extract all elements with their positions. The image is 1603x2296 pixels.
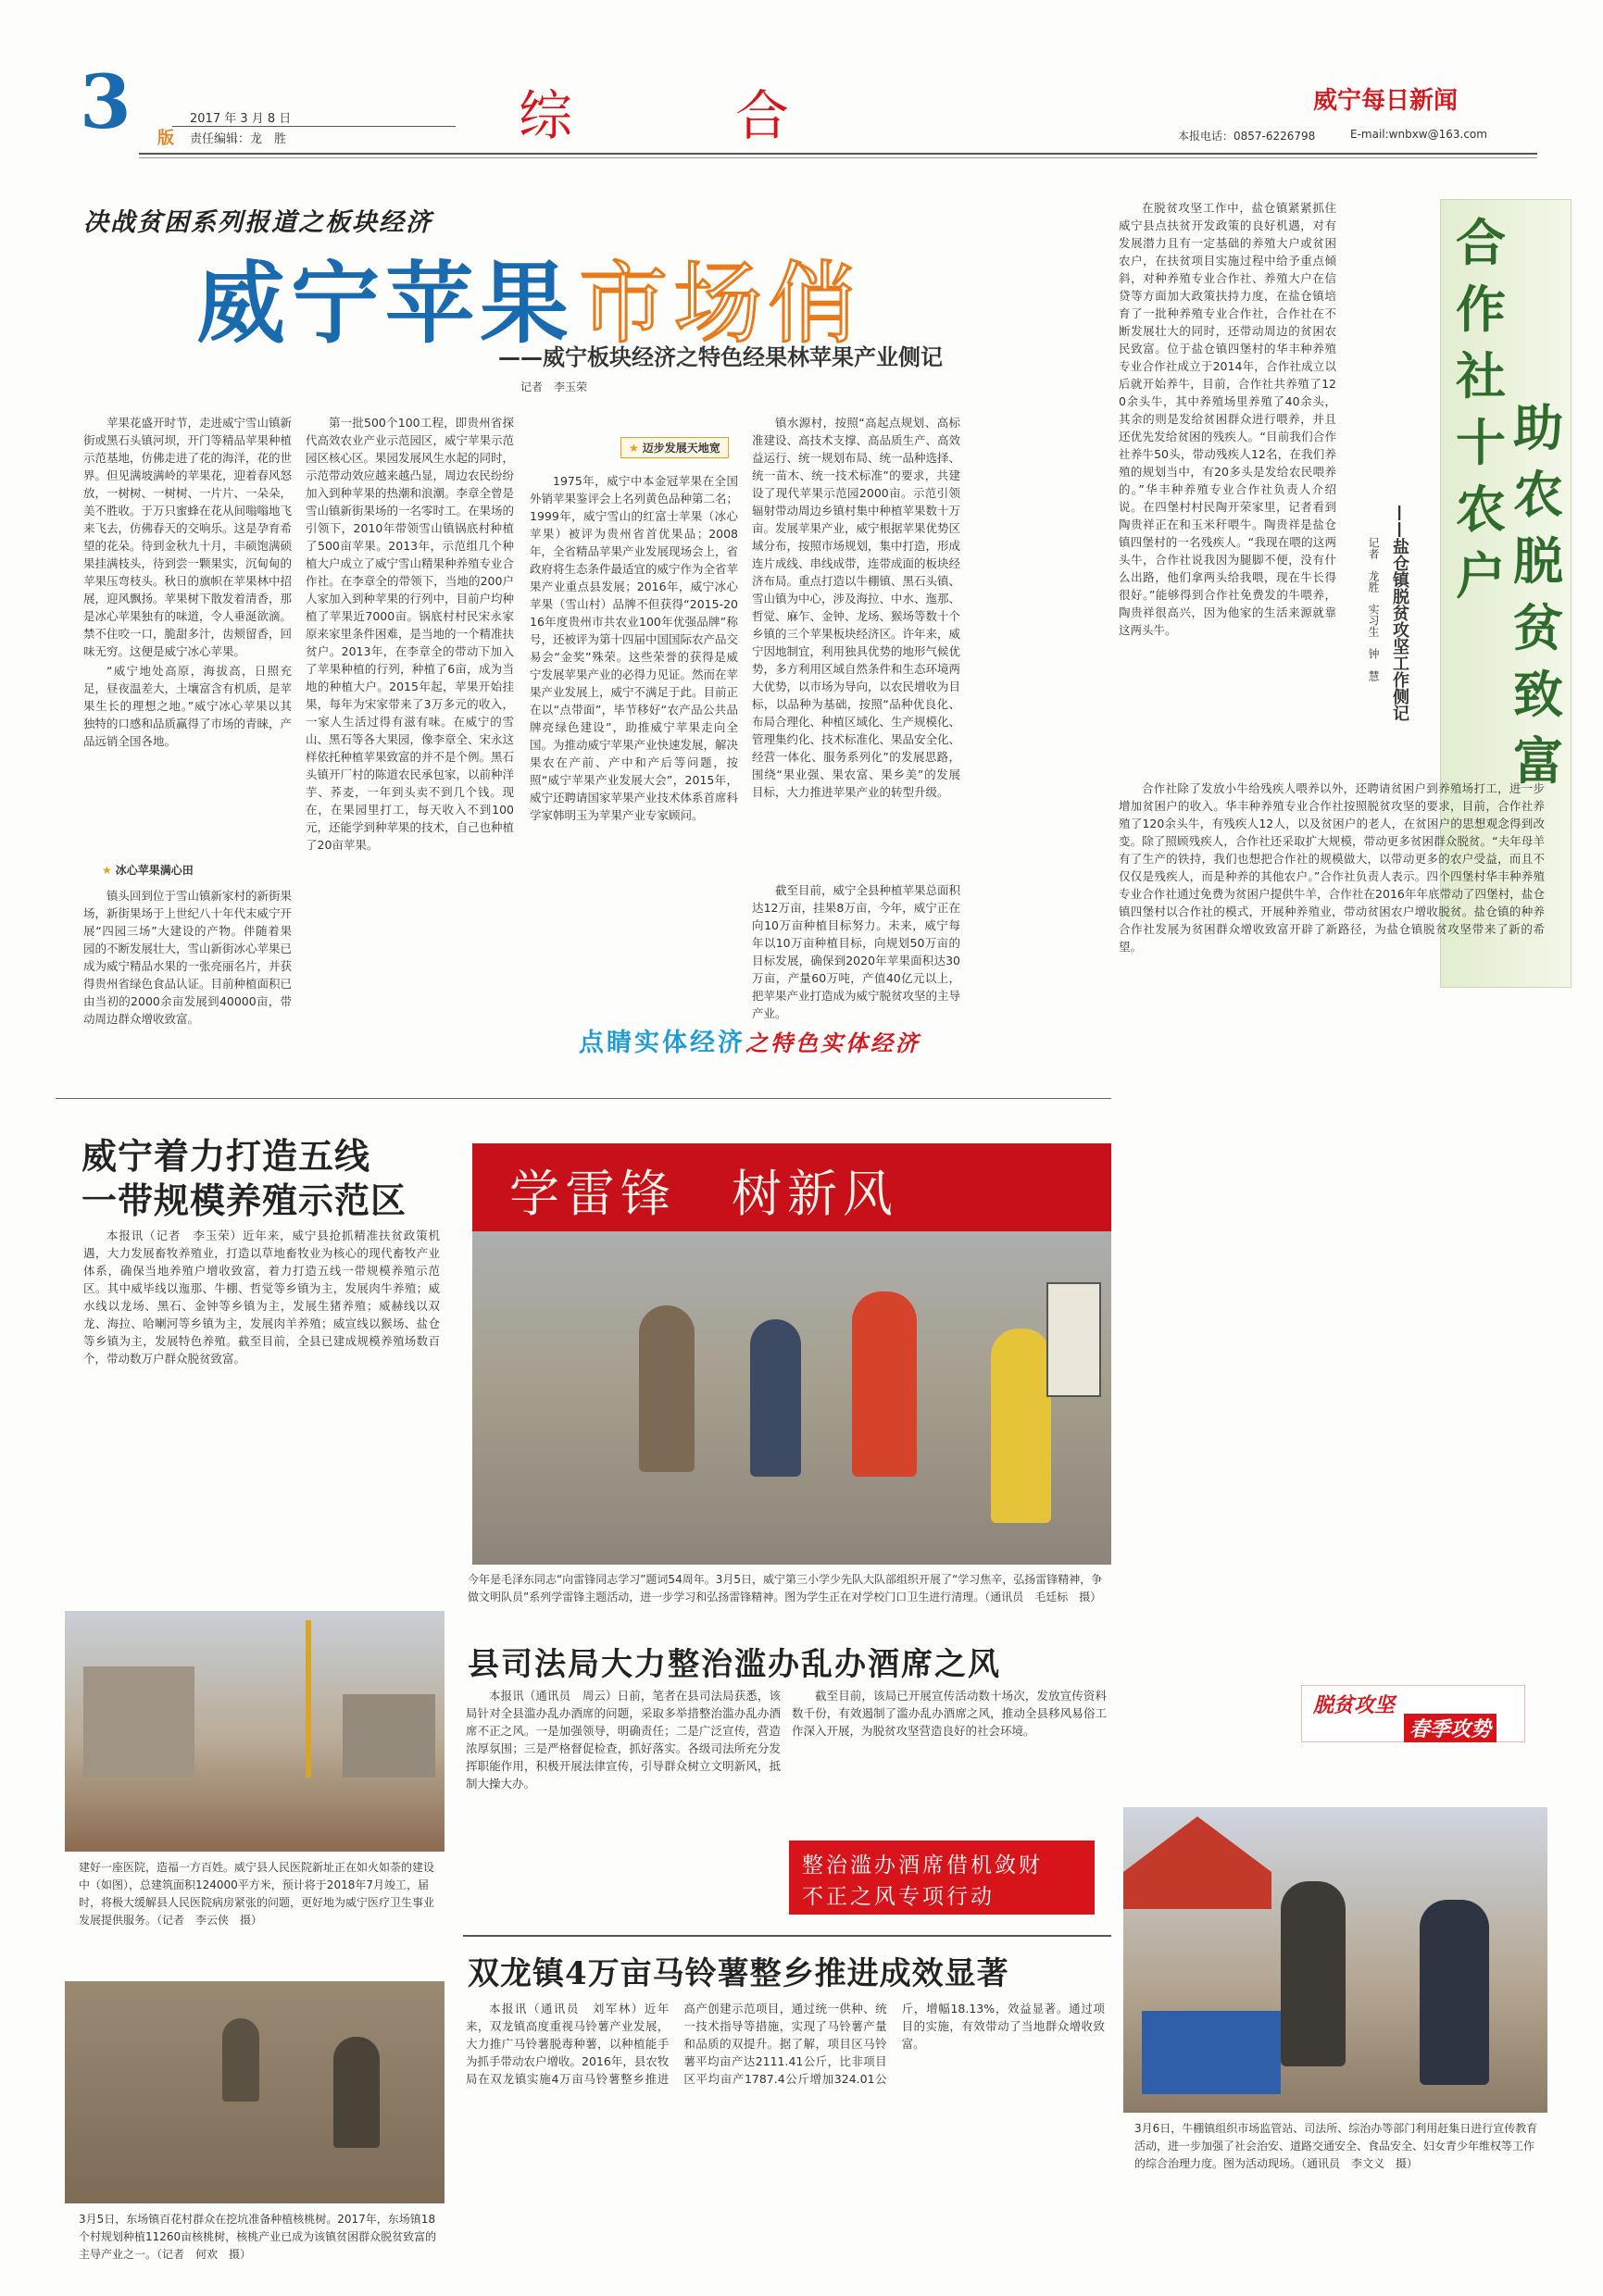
potato-body: [466, 2000, 1105, 2277]
side-feature-title-1: 合作社十农户: [1456, 213, 1506, 605]
lead-column-2: [306, 414, 514, 1104]
side-col2-para: 合作社除了发放小牛给残疾人喂养以外，还聘请贫困户到养殖场打工，进一步增加贫困户的收入。华丰种养殖专业合作社按照脱贫攻坚的要求，目前，合作社养殖了120余头牛，有残疾人12人，以及贫困户的老人，在贫困户的思想观念得到改变。除了照顾残疾人，合作社还采取扩大规模，带动更多贫困群众脱贫。“夫年母羊有了生产的铁持，我们也想把合作社的规模做大，以带动更多的农户受益，而且不仅仅是残疾人，而是种养的其他农户。”合作社负责人表示。四个四堡村华丰种养殖专业合作社通过免费为贫困户提供牛羊，合作社在2016年年底带动了四堡村，盐仓镇四堡村以合作社的模式，开展种养殖业，带动贫困农户增收脱贫。盐仓镇的种养合作社发展为贫困群众增收致富开辟了新路径，为盐仓镇脱贫攻坚带来了新的希望。: [1119, 781, 1545, 954]
judicial-tag-line-2: 不正之风专项行动: [802, 1885, 995, 1909]
side-feature-column-1: [1119, 199, 1336, 773]
masthead: [0, 0, 1603, 176]
photo-hospital-building: [343, 1694, 435, 1778]
economy-banner-b: 之特色实体经济: [745, 1030, 920, 1056]
star-icon: ★: [102, 864, 112, 877]
lead-col4-para: 镇水源村，按照“高起点规划、高标准建设、高技术支撑、高品质生产、高效益运行、统一规划布局、统一品种选择、统一苗木、统一技术标准”的要求，共建设了现代苹果示范园2000亩。示范引领辐射带动周边乡镇村集中种植苹果数十万亩。发展苹果产业，威宁根据苹果优势区域分布，按照市场规划，集中打造，形成连片成线、串线成带，连带成面的板块经济布局。重点打造以牛棚镇、黑石头镇、雪山镇为中心，涉及海拉、中水、迤那、哲觉、麻乍、金钟、龙场、猴场等数十个乡镇的三个苹果板块经济区。许年来，威宁因地制宜，利用独具优势的地形气候优势，多方利用区域自然条件和生态环境两大优势，以市场为导向，以农民增收为目标，以品种为基础，按照“品种优良化、布局合理化、种植区域化、生产规模化、管理集约化、技术标准化、果品安全化、经营一体化、服务系列化”的发展思路，围绕“果业强、果农富、果乡美”的发展目标，大力推进苹果产业的转型升级。: [752, 416, 960, 799]
side-feature-column-2: [1119, 780, 1545, 1747]
lead-col1c-para: 镇头回到位于雪山镇新家村的新街果场，新街果场于上世纪八十年代末威宁开展“四园三场”大建设的产物。伴随着果园的不断发展壮大，雪山新街冰心苹果已成为威宁精品水果的一张亮丽名片，并获得贵州省绿色食品认证。目前种植面积已由当初的2000余亩发展到40000亩，带动周边群众增收致富。: [83, 889, 292, 1026]
photo-main-figure: [750, 1319, 801, 1477]
potato-headline: 双龙镇4万亩马铃薯整乡推进成效显著: [468, 1955, 1009, 1992]
photo-main-banner-text: 学雷锋 树新风: [509, 1165, 898, 1223]
photo-field: [65, 1981, 445, 2203]
photo-market-person: [1420, 1900, 1489, 2085]
lead-column-3: [530, 472, 738, 1028]
economy-banner: [579, 1022, 1079, 1059]
side-feature-tag-2: 春季攻势: [1404, 1714, 1497, 1742]
paper-name: 威宁每日新闻: [1313, 87, 1459, 115]
photo-main-figure: [852, 1292, 917, 1477]
photo-market-person: [1281, 1881, 1346, 2066]
side-feature-title-2: 助农脱贫致富: [1513, 398, 1563, 791]
photo-market-board: [1142, 2011, 1281, 2094]
lead-column-1b: [83, 887, 292, 1100]
email: E-mail:wnbxw@163.com: [1350, 128, 1487, 141]
photo-field-person: [222, 2018, 259, 2102]
judicial-body-a: [466, 1687, 781, 1941]
photo-hospital-building: [83, 1666, 194, 1778]
photo-main-figure: [991, 1329, 1051, 1523]
photo-main-figure: [639, 1305, 695, 1472]
section-title: 综 合: [519, 84, 808, 147]
lead-kicker: 决战贫困系列报道之板块经济: [83, 208, 432, 237]
star-icon: ★: [629, 442, 639, 455]
side-col1-para: 在脱贫攻坚工作中，盐仓镇紧紧抓住威宁县点扶贫开发政策的良好机遇，对有发展潜力且有一定基础的养殖大户或贫困农户，在扶贫项目实施过程中给予重点倾斜，对种养殖专业合作社、养殖大户在信贷等方面加大政策扶持力度，在盐仓镇培育了一批种养殖专业合作社，合作社在不断发展壮大的同时，还带动周边的贫困农民致富。位于盐仓镇四堡村的华丰种养殖专业合作社成立于2014年，合作社成立以后就开始养牛，目前，合作社共养殖了120余头牛，其中养殖场里养殖了40余头，其余的则是发给贫困群众进行喂养，并且还优先发给贫困的残疾人。“目前我们合作社养牛50头，带动残疾人12名，在我们养殖的规划当中，有20多头是发给农民喂养的。”华丰种养殖专业合作社负责人介绍说。在四堡村村民陶开荣家里，记者看到陶贵祥正在和玉米秆喂牛。陶贵祥是盐仓镇四堡村的一名残疾人。“我现在喂的这两头牛，合作社说我因为腿脚不便，没有什么出路，他们拿两头给我喂，现在牛长得很好。”能够得到合作社免费发的牛喂养，陶贵祥很高兴，因为他家的生活来源就靠这两头牛。: [1119, 201, 1336, 637]
judicial-body-b: [792, 1687, 1107, 1826]
judicial-tag: [789, 1841, 1095, 1915]
lead-headline: [196, 233, 863, 356]
lead-col1-para: 苹果花盛开时节，走进威宁雪山镇新街或黑石头镇河坝，开门等精品苹果种植示范基地，仿佛走进了花的海洋，花的世界。但见满坡满岭的苹果花，迎着春风怒放，一树树、一树树、一片片、一朵朵，美不胜收。于万只蜜蜂在花从间嗡嗡地飞来飞去，仿佛春天的交响乐。这是孕育希望的花朵。待到金秋九十月，丰硕饱满硕果挂满枝头，待到尝一颗果实，沉甸甸的苹果压弯枝头。秋日的旗帜在苹果林中招展，迎风飘扬。苹果树下散发着清香，那是冰心苹果独有的味道，令人垂涎欲滴。禁不住咬一口，脆甜多汁，齿颊留香，回味无穷。这便是威宁冰心苹果。: [83, 416, 292, 658]
photo-main-caption: 今年是毛泽东同志“向雷锋同志学习”题词54周年。3月5日，威宁第三小学少先队大队部组织开展了“学习焦辛，弘扬雷锋精神，争做文明队员”系列学雷锋主题活动，进一步学习和弘扬雷锋精神。图为学生正在对学校门口卫生进行清理。（通讯员 毛廷标 摄）: [468, 1573, 1103, 1603]
judicial-tag-line-1: 整治滥办酒席借机敛财: [802, 1853, 1043, 1878]
lead-column-1: [83, 414, 292, 854]
lead-col5-para: 截至目前，威宁全县种植苹果总面积达12万亩，挂果8万亩，今年，威宁正在向10万亩种植目标努力。未来，威宁每年以10万亩种植目标，向规划50万亩的目标发展，确保到2020年苹果面积达30万亩，产量60万吨，产值40亿元以上，把苹果产业打造成为威宁脱贫攻坚的主导产业。: [752, 883, 960, 1020]
lead-column-5: [752, 881, 960, 1034]
page-number: 3: [80, 58, 131, 145]
issue-date: 2017 年 3 月 8 日: [190, 112, 292, 126]
photo-field-person: [333, 2037, 380, 2148]
side-feature-subtitle: ——盐仓镇脱贫攻坚工作侧记: [1390, 505, 1409, 721]
header-rule-left: [172, 126, 456, 127]
lead-headline-a: 威宁苹果: [196, 251, 574, 356]
subsection-progress: [620, 437, 729, 458]
breeding-headline-1: 威宁着力打造五线: [81, 1135, 371, 1177]
photo-main-sign: [1046, 1282, 1101, 1397]
lead-col1-para-b: “威宁地处高原，海拔高，日照充足，昼夜温差大，土壤富含有机质，是苹果生长的理想之地。”威宁冰心苹果以其独特的口感和品质赢得了市场的青睐，产品远销全国各地。: [83, 664, 292, 748]
subsection-progress-label: 迈步发展天地宽: [642, 442, 720, 455]
photo-main-banner: [472, 1143, 1111, 1231]
editor-line: 责任编辑：龙 胜: [190, 132, 287, 146]
side-feature-tag: [1301, 1685, 1525, 1742]
lead-col3-para: 1975年，威宁中本金冠苹果在全国外销苹果鉴评会上名列黄色品种第二名；1999年，威宁雪山的红富士苹果（冰心苹果）被评为贵州省首优果品；2008年，全省精品苹果产业发展现场会上，省政府将生态条件最适宜的威宁作为全省苹果产业重点县发展；2016年，威宁冰心苹果（雪山村）品牌不但获得“2015-2016年度贵州市共农业100年优强品牌”称号，还被评为第十四届中国国际农产品交易会“金奖”殊荣。这些荣誉的获得是威宁发展苹果产业的必得力见证。然而在苹果产业发展上，威宁不满足于此。目前正在以“点带面”，毕节移好“农产品公共品牌亮绿色建设”，助推威宁苹果走向全国。为推动威宁苹果产业快速发展，解决果农在产前、产中和产后等问题，按照“威宁苹果产业发展大会”，2015年，威宁还聘请国家苹果产业技术体系首席科学家韩明玉为苹果产业专家顾问。: [530, 474, 738, 822]
lead-byline: 记者 李玉荣: [520, 381, 588, 393]
divider-lead: [56, 1098, 1111, 1099]
breeding-headline-2: 一带规模养殖示范区: [81, 1179, 407, 1221]
photo-hospital-caption: 建好一座医院，造福一方百姓。威宁县人民医院新址正在如火如荼的建设中（如图），总建筑面积124000平方米，预计将于2018年7月竣工，届时，将极大缓解县人民医院病房紧张的问题，更好地为威宁医疗卫生事业发展提供服务。（记者 李云侠 摄）: [79, 1861, 435, 1927]
side-feature-byline: 记者 龙胜 实习生 钟 慧: [1367, 537, 1380, 681]
photo-main: [472, 1143, 1111, 1565]
economy-banner-a: 点睛实体经济: [579, 1029, 745, 1057]
photo-market-tent: [1123, 1816, 1271, 1909]
subsection-icemind: [102, 862, 194, 878]
breeding-body-para: 本报讯（记者 李玉荣）近年来，威宁县抢抓精准扶贫政策机遇，大力发展畜牧养殖业，打造以草地畜牧业为核心的现代畜牧产业体系，确保当地养殖户增收致富，着力打造五线一带规模养殖示范区。其中威毕线以迤那、牛棚、哲觉等乡镇为主，发展肉牛养殖；威水线以龙场、黑石、金钟等乡镇为主，发展生猪养殖；威赫线以双龙、海拉、哈喇河等乡镇为主，发展肉羊养殖；威宣线以猴场、盐仓等乡镇为主，发展特色养殖。截至目前，全县已建成规模养殖场数百个，带动数万户群众脱贫致富。: [83, 1229, 440, 1366]
photo-hospital-crane: [306, 1620, 311, 1778]
photo-market-caption: 3月6日，牛棚镇组织市场监管站、司法所、综治办等部门利用赶集日进行宣传教育活动，进一步加强了社会治安、道路交通安全、食品安全、妇女青少年维权等工作的综合治理力度。图为活动现场。（通讯员 李文义 摄）: [1134, 2122, 1538, 2170]
hotline: 本报电话：0857-6226798: [1178, 130, 1316, 143]
page-marker: 版: [157, 129, 174, 148]
lead-column-4: [752, 414, 960, 881]
potato-body-para: 本报讯（通讯员 刘军林）近年来，双龙镇高度重视马铃薯产业发展，大力推广马铃薯脱毒种薯，以种植能手为抓手带动农户增收。2016年，县农牧局在双龙镇实施4万亩马铃薯整乡推进高产创建示范项目，通过统一供种、统一技术指导等措施，实现了马铃薯产量和品质的双提升。据了解，项目区马铃薯平均亩产达2111.41公斤，比非项目区平均亩产1787.4公斤增加324.01公斤，增幅18.13%，效益显著。通过项目的实施，有效带动了当地群众增收致富。: [466, 2002, 1105, 2086]
lead-subhead: ——威宁板块经济之特色经果林苹果产业侧记: [498, 344, 943, 370]
lead-col2-para: 第一批500个100工程，即贵州省探代高效农业产业示范园区，威宁苹果示范园区核心区。果园发展风生水起的同时，示范带动效应越来越凸显，周边农民纷纷加入到种苹果的热潮和浪潮。李章全曾是雪山镇新街果场的一名零时工。在果场的引领下，2010年带领雪山镇锅底村种植了500亩苹果。2013年，示范组几个种植大户成立了威宁雪山精果种养殖专业合作社。在李章全的带领下，当地的200户人家加入到种苹果的行列中，目前户均种植了苹果近7000亩。锅底村村民宋永家原来家里条件困难，是当地的一个精准扶贫户。2013年，在李章全的带动下加入了苹果种植的行列，种植了6亩，成为当地的种植大户。2015年起，苹果开始挂果，每年为宋家带来了3万多元的收入，一家人生活过得有滋有味。在威宁的雪山、黑石等各大果园，像李章全、宋永这样依托种植苹果致富的并不是个例。黑石头镇开厂村的陈道农民承包家，以前种洋芋、荞麦，一年到头卖不到几个钱。现在，在果园里打工，每天收入不到100元，还能学到种苹果的技术，自己也种植了20亩苹果。: [306, 416, 514, 852]
side-feature-tag-1: 脱贫攻坚: [1313, 1693, 1396, 1717]
header-rule-thin: [139, 157, 1537, 158]
header-rule: [139, 153, 1537, 155]
judicial-body-b-para: 截至目前，该局已开展宣传活动数十场次，发放宣传资料数千份，有效遏制了滥办乱办酒席之风，推动全县移风易俗工作深入开展，为脱贫攻坚营造良好的社会环境。: [792, 1689, 1107, 1738]
potato-rule: [463, 1935, 1111, 1937]
subsection-icemind-label: 冰心苹果满心田: [115, 864, 194, 877]
judicial-headline: 县司法局大力整治滥办乱办酒席之风: [468, 1646, 1001, 1683]
breeding-body: [83, 1227, 440, 1597]
photo-market: [1123, 1807, 1547, 2113]
judicial-body-a-para: 本报讯（通讯员 周云）日前，笔者在县司法局获悉，该局针对全县滥办乱办酒席的问题，采取多举措整治滥办乱办酒席不正之风。一是加强领导，明确责任；二是广泛宣传，营造浓厚氛围；三是严格督促检查，抓好落实。各级司法所充分发挥职能作用，积极开展法律宣传，引导群众树立文明新风，抵制大操大办。: [466, 1689, 781, 1791]
photo-hospital: [65, 1611, 445, 1852]
lead-headline-b: 市场俏: [579, 252, 863, 356]
photo-field-caption: 3月5日，东场镇百花村群众在挖坑准备种植核桃树。2017年，东场镇18个村规划种植11260亩核桃树，核桃产业已成为该镇贫困群众脱贫致富的主导产业之一。（记者 何欢 摄）: [79, 2213, 437, 2261]
